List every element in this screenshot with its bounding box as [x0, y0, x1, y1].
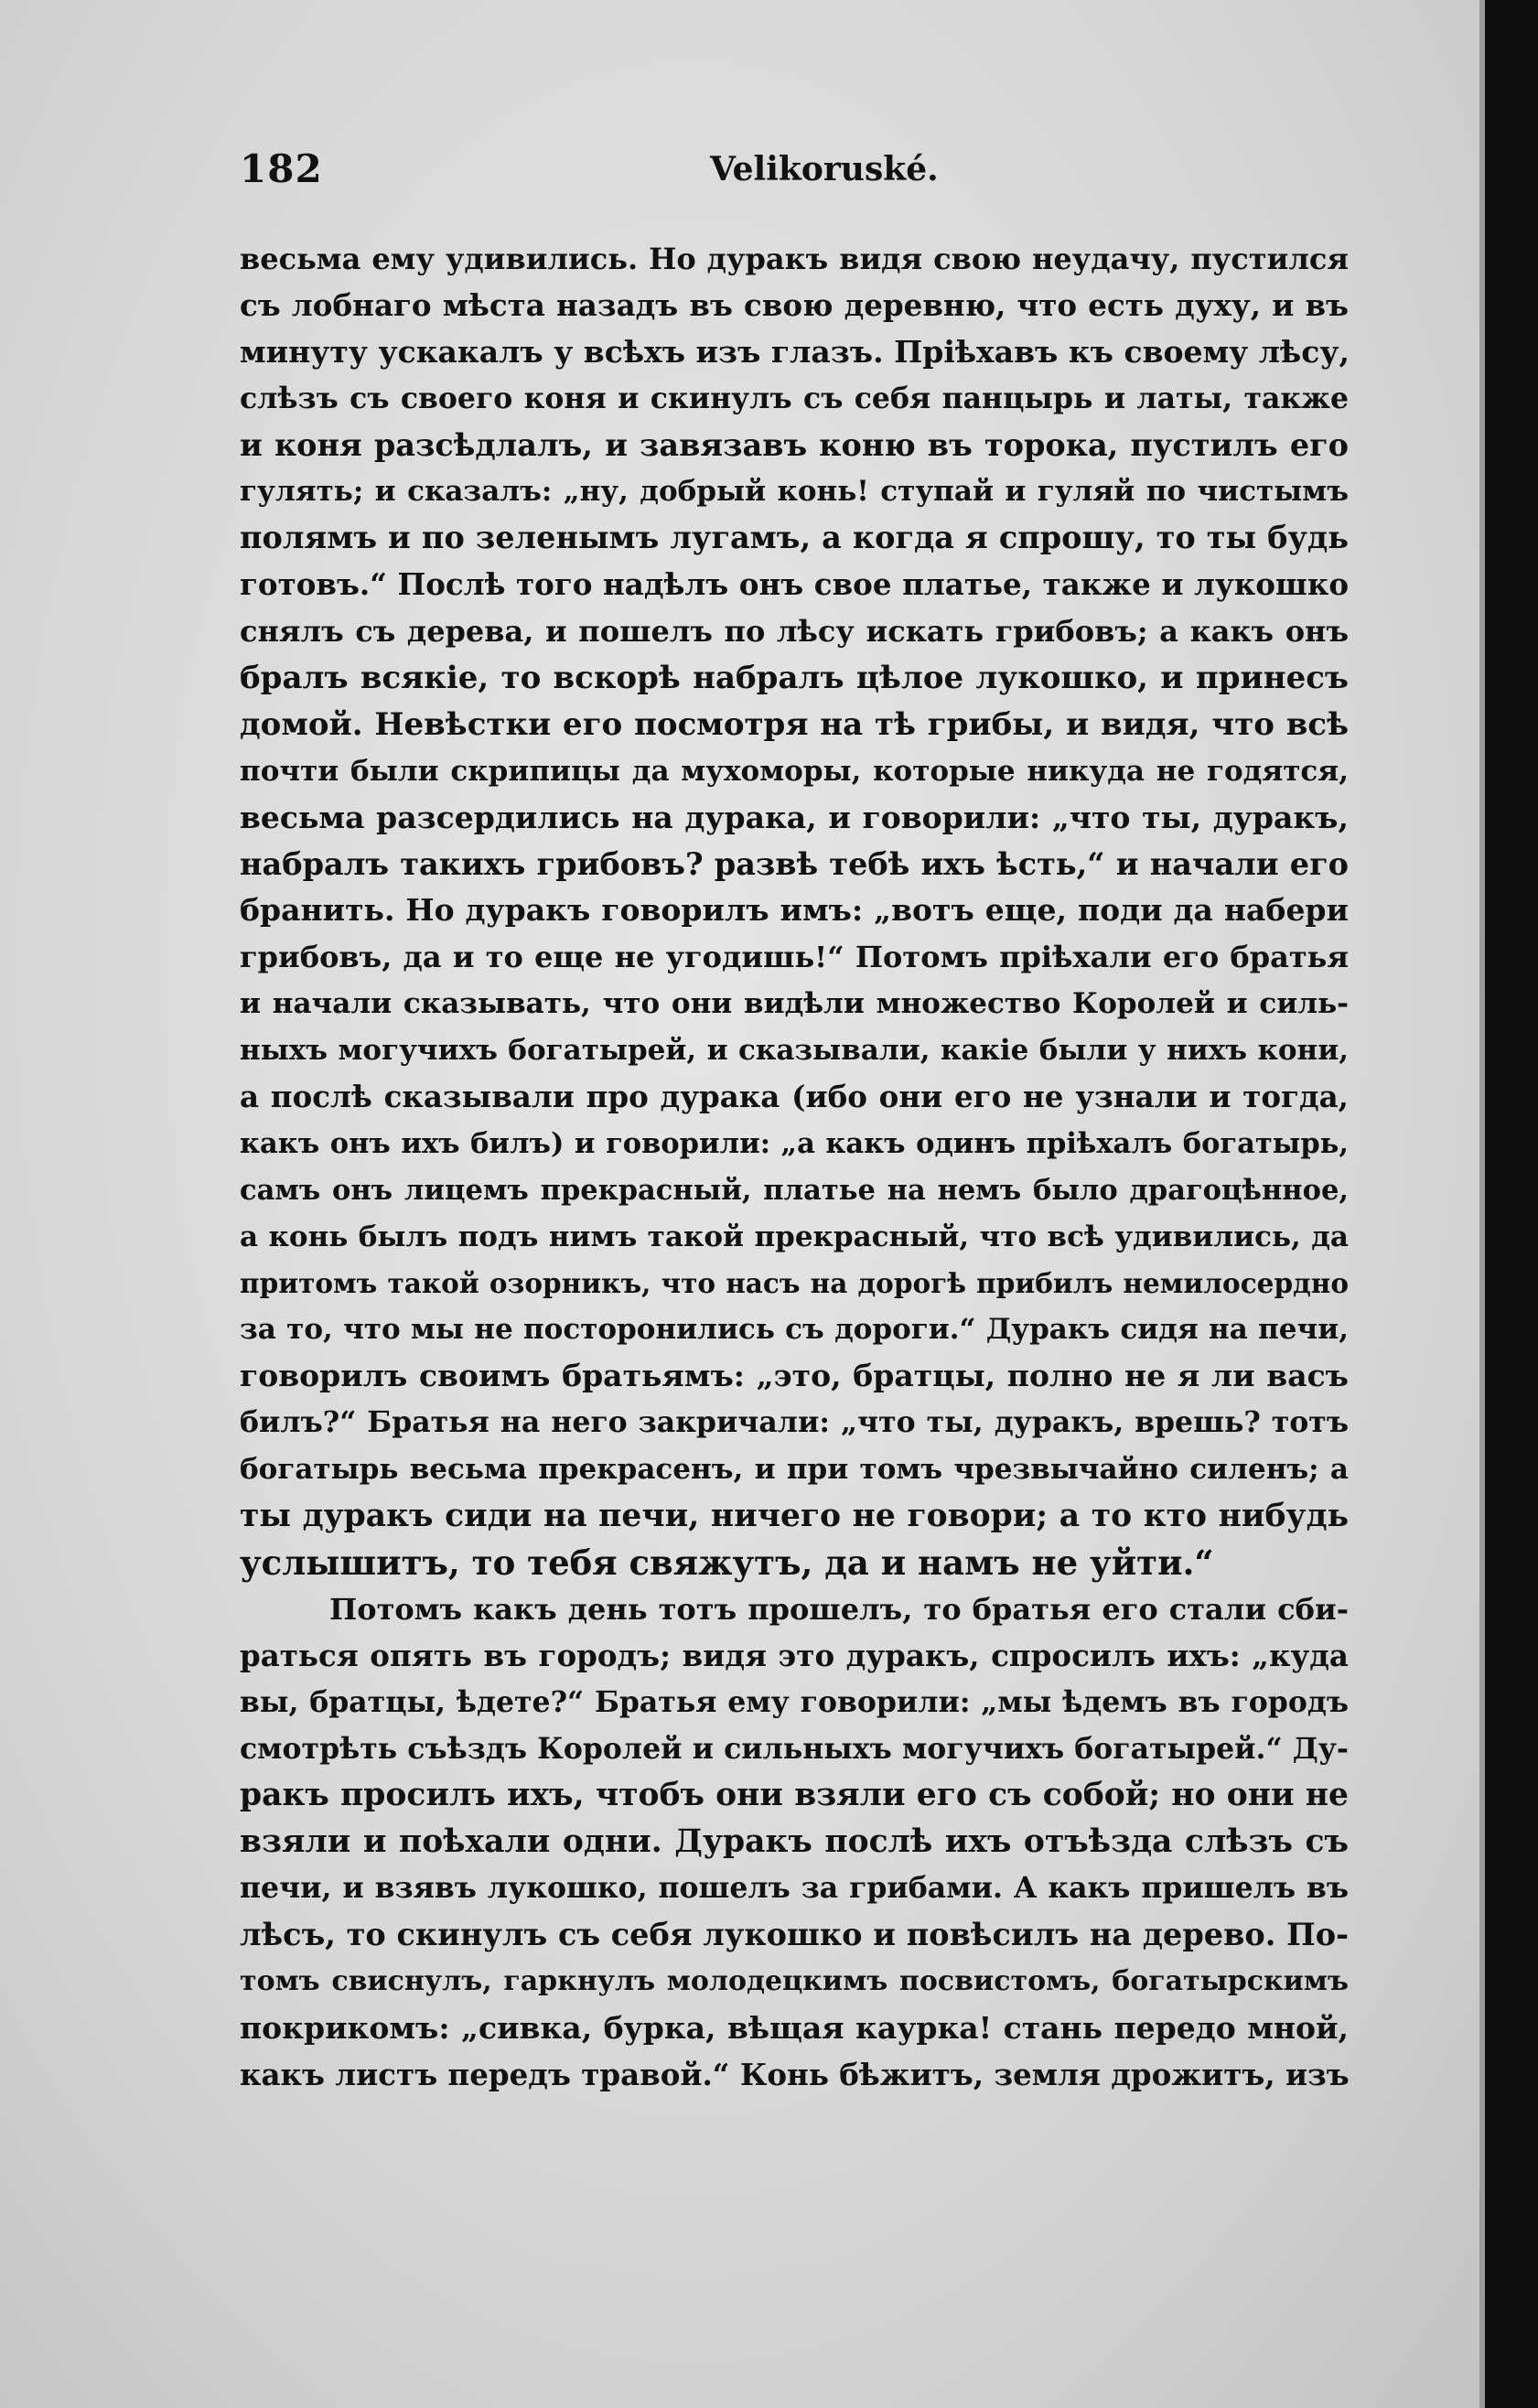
text-line: съ лобнаго мѣста назадъ въ свою деревню, что есть духу, и въ [240, 286, 1349, 323]
paragraph-start-line: Потомъ какъ день тотъ прошелъ, то братья его стали сби- [329, 1591, 1349, 1627]
text-line: богатырь весьма прекрасенъ, и при томъ чрезвычайно силенъ; а [240, 1453, 1349, 1487]
text-line: набралъ такихъ грибовъ? развѣ тебѣ ихъ ѣсть,“ и начали его [240, 845, 1349, 882]
text-line: лѣсъ, то скинулъ съ себя лукошко и повѣсилъ на дерево. По- [240, 1917, 1349, 1953]
paragraph-end-line: услышитъ, то тебя свяжутъ, да и намъ не уйти.“ [240, 1542, 1214, 1583]
text-line: взяли и поѣхали одни. Дуракъ послѣ ихъ отъѣзда слѣзъ съ [240, 1823, 1349, 1861]
text-line: притомъ такой озорникъ, что насъ на дорогѣ прибилъ немилосердно [240, 1266, 1349, 1299]
body-text [240, 236, 1349, 2099]
text-line: ты дуракъ сиди на печи, ничего не говори; а то кто нибудь [240, 1498, 1349, 1535]
text-line: а конь былъ подъ нимъ такой прекрасный, что всѣ удивились, да [240, 1220, 1349, 1253]
text-line: томъ свиснулъ, гаркнулъ молодецкимъ посвистомъ, богатырскимъ [240, 1964, 1349, 1997]
text-line: почти были скрипицы да мухоморы, которые никуда не годятся, [240, 754, 1349, 788]
text-line: готовъ.“ Послѣ того надѣлъ онъ свое платье, также и лукошко [240, 566, 1349, 603]
text-line: смотрѣть съѣздъ Королей и сильныхъ могучихъ богатырей.“ Ду- [240, 1731, 1349, 1766]
page-header [240, 146, 1356, 201]
scan-border [1485, 0, 1538, 2408]
text-line: раться опять въ городъ; видя это дуракъ, спросилъ ихъ: „куда [240, 1637, 1349, 1673]
text-line: говорилъ своимъ братьямъ: „это, братцы, полно не я ли васъ [240, 1358, 1349, 1394]
text-line: грибовъ, да и то еще не угодишь!“ Потомъ пріѣхали его братья [240, 940, 1349, 975]
text-line: и коня разсѣдлалъ, и завязавъ коню въ торока, пустилъ его [240, 426, 1349, 463]
text-line: самъ онъ лицемъ прекрасный, платье на немъ было драгоцѣнное, [240, 1173, 1349, 1207]
text-line: за то, что мы не посторонились съ дороги.“ Дуракъ сидя на печи, [240, 1313, 1349, 1347]
text-line: ныхъ могучихъ богатырей, и сказывали, какіе были у нихъ кони, [240, 1034, 1349, 1068]
text-line: ракъ просилъ ихъ, чтобъ они взяли его съ собой; но они не [240, 1777, 1349, 1814]
text-line: печи, и взявъ лукошко, пошелъ за грибами. А какъ пришелъ въ [240, 1871, 1349, 1906]
text-line: какъ онъ ихъ билъ) и говорили: „а какъ одинъ пріѣхалъ богатырь, [240, 1126, 1349, 1160]
running-head: Velikoruské. [710, 150, 939, 188]
text-line: домой. Невѣстки его посмотря на тѣ грибы, и видя, что всѣ [240, 705, 1349, 743]
text-line: и начали сказывать, что они видѣли множество Королей и силь- [240, 987, 1349, 1021]
text-line: а послѣ сказывали про дурака (ибо они его не узнали и тогда, [240, 1079, 1349, 1115]
text-line: полямъ и по зеленымъ лугамъ, а когда я спрошу, то ты будь [240, 520, 1349, 556]
text-line: бранить. Но дуракъ говорилъ имъ: „вотъ еще, поди да набери [240, 892, 1349, 929]
text-line: минуту ускакалъ у всѣхъ изъ глазъ. Пріѣхавъ къ своему лѣсу, [240, 333, 1350, 370]
text-line: снялъ съ дерева, и пошелъ по лѣсу искать грибовъ; а какъ онъ [240, 614, 1349, 650]
text-line: покрикомъ: „сивка, бурка, вѣщая каурка! стань передо мной, [240, 2009, 1349, 2046]
text-line: весьма разсердились на дурака, и говорили: „что ты, дуракъ, [240, 799, 1349, 835]
text-line: гулять; и сказалъ: „ну, добрый конь! ступай и гуляй по чистымъ [240, 475, 1349, 509]
text-line: весьма ему удивились. Но дуракъ видя свою неудачу, пустился [240, 242, 1349, 276]
text-line: слѣзъ съ своего коня и скинулъ съ себя панцырь и латы, также [240, 381, 1349, 415]
text-line: какъ листъ передъ травой.“ Конь бѣжитъ, земля дрожитъ, изъ [240, 2056, 1350, 2092]
text-line: бралъ всякіе, то вскорѣ набралъ цѣлое лукошко, и принесъ [240, 660, 1349, 697]
text-line: билъ?“ Братья на него закричали: „что ты, дуракъ, врешь? тотъ [240, 1405, 1349, 1440]
text-line: вы, братцы, ѣдете?“ Братья ему говорили: „мы ѣдемъ въ городъ [240, 1684, 1349, 1719]
page-number: 182 [240, 146, 323, 191]
